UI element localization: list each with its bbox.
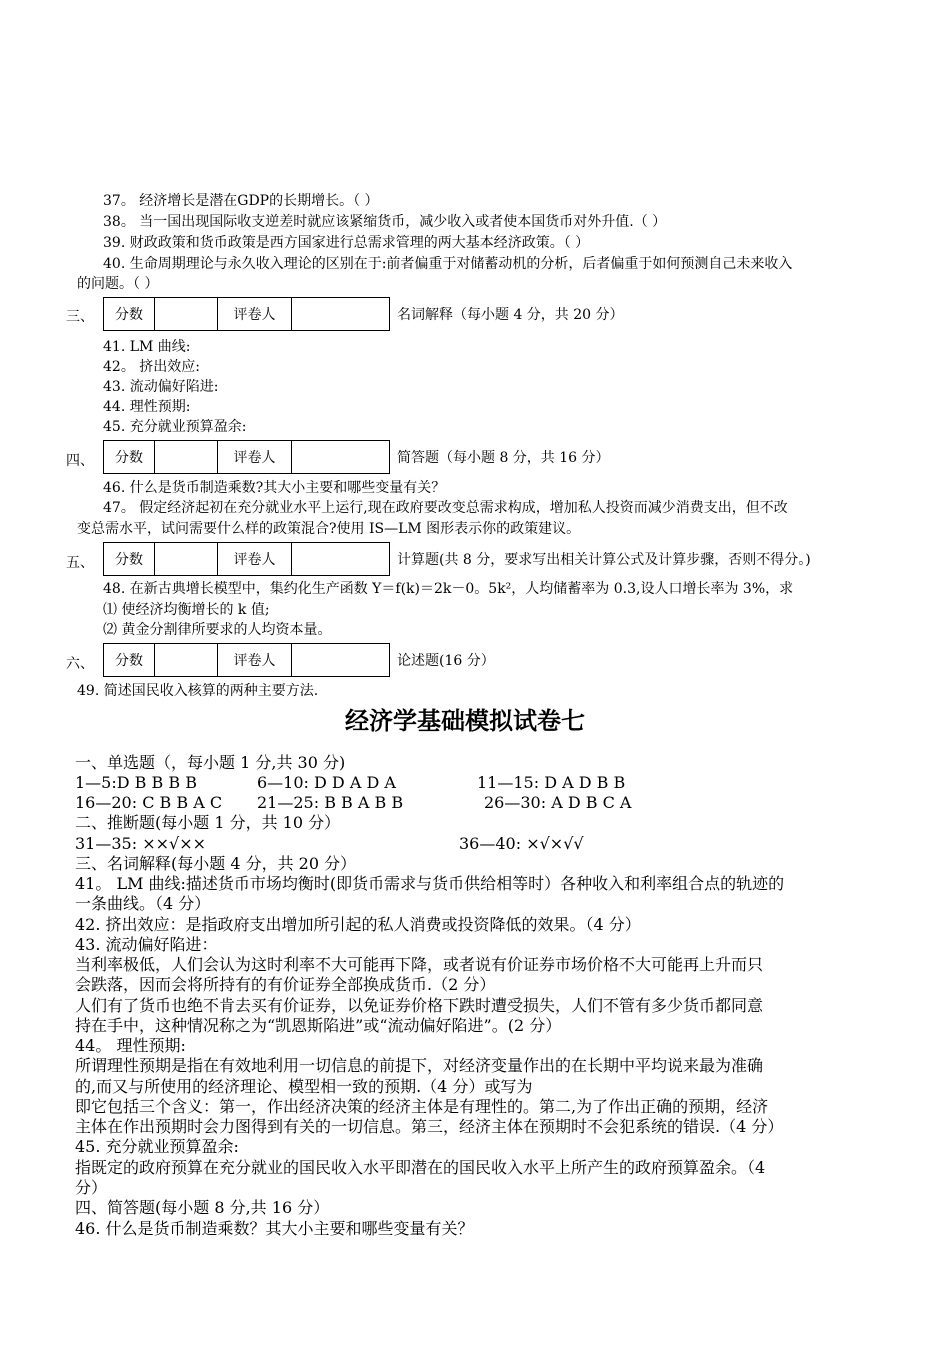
- answer-45-line1: 指既定的政府预算在充分就业的国民收入水平即潜在的国民收入水平上所产生的政府预算盈余。（4: [75, 1158, 766, 1177]
- score-table-5: [103, 542, 390, 576]
- answer-43-line4: 持在手中，这种情况称之为“凯恩斯陷进”或“流动偏好陷进”。(2 分）: [75, 1016, 562, 1035]
- answers-section-3-heading: 三、名词解释(每小题 4 分，共 20 分）: [75, 854, 357, 873]
- answer-44-line1: 所谓理性预期是指在有效地利用一切信息的前提下，对经济变量作出的在长期中平均说来最为准确: [75, 1056, 764, 1075]
- section-6-title: 论述题(16 分）: [397, 653, 495, 669]
- grader-label: 评卷人: [218, 644, 292, 677]
- score-cell: [155, 298, 218, 331]
- answer-42: 42. 挤出效应：是指政府支出增加所引起的私人消费或投资降低的效果。（4 分）: [75, 915, 641, 934]
- score-label: 分数: [104, 441, 155, 474]
- score-cell: [155, 543, 218, 576]
- question-40-line2: 的问题。（ ）: [77, 276, 159, 292]
- grader-cell: [292, 644, 390, 677]
- answers-11-15: 11—15: D A D B B: [477, 773, 626, 792]
- question-42: 42。 挤出效应:: [103, 359, 200, 375]
- answer-45-line2: 分）: [75, 1178, 108, 1197]
- section-5-title: 计算题(共 8 分，要求写出相关计算公式及计算步骤，否则不得分。): [397, 552, 811, 568]
- answers-26-30: 26—30: A D B C A: [484, 793, 632, 812]
- question-48-part2: ⑵ 黄金分割律所要求的人均资本量。: [103, 622, 332, 638]
- grader-label: 评卷人: [218, 298, 292, 331]
- answers-21-25: 21—25: B B A B B: [257, 793, 404, 812]
- score-cell: [155, 441, 218, 474]
- question-49: 49. 简述国民收入核算的两种主要方法.: [77, 683, 319, 699]
- score-label: 分数: [104, 644, 155, 677]
- question-37: 37。 经济增长是潜在GDP的长期增长。（ ）: [103, 193, 379, 209]
- question-48: 48. 在新古典增长模型中，集约化生产函数 Y＝f(k)＝2k－0。5k²，人均储蓄率为 0.3,设人口增长率为 3%，求: [103, 581, 794, 597]
- question-41: 41. LM 曲线:: [103, 339, 191, 355]
- answer-44-heading: 44。 理性预期:: [75, 1036, 186, 1055]
- section-4-number: 四、: [66, 453, 94, 469]
- question-47-line1: 47。 假定经济起初在充分就业水平上运行,现在政府要改变总需求构成，增加私人投资而减少消费支出，但不改: [103, 500, 788, 516]
- answer-44-line3: 即它包括三个含义：第一，作出经济决策的经济主体是有理性的。第二,为了作出正确的预期，经济: [75, 1097, 769, 1116]
- section-6-number: 六、: [66, 656, 94, 672]
- answers-31-35: 31—35: ××√××: [75, 834, 207, 853]
- section-5-number: 五、: [66, 555, 94, 571]
- answer-43-heading: 43. 流动偏好陷进：: [75, 935, 218, 954]
- question-45: 45. 充分就业预算盈余:: [103, 419, 247, 435]
- answer-43-line1: 当利率极低，人们会认为这时利率不大可能再下降，或者说有价证券市场价格不大可能再上升而只: [75, 955, 764, 974]
- answer-key-title: 经济学基础模拟试卷七: [345, 706, 585, 735]
- grader-cell: [292, 298, 390, 331]
- question-38: 38。 当一国出现国际收支逆差时就应该紧缩货币，减少收入或者使本国货币对外升值.（ ）: [103, 214, 667, 230]
- section-4-title: 简答题（每小题 8 分，共 16 分）: [397, 450, 610, 466]
- grader-label: 评卷人: [218, 543, 292, 576]
- score-cell: [155, 644, 218, 677]
- answer-43-line2: 会跌落，因而会将所持有的有价证券全部换成货币.（2 分）: [75, 975, 496, 994]
- grader-cell: [292, 441, 390, 474]
- answers-section-1-heading: 一、单选题（，每小题 1 分,共 30 分): [75, 753, 346, 772]
- question-40-line1: 40. 生命周期理论与永久收入理论的区别在于:前者偏重于对储蓄动机的分析，后者偏重于如何预测自己未来收入: [103, 256, 793, 272]
- section-3-number: 三、: [66, 309, 94, 325]
- grader-cell: [292, 543, 390, 576]
- answers-6-10: 6—10: D D A D A: [257, 773, 396, 792]
- section-3-title: 名词解释（每小题 4 分，共 20 分）: [397, 307, 624, 323]
- answer-45-heading: 45. 充分就业预算盈余:: [75, 1137, 239, 1156]
- answers-section-2-heading: 二、推断题(每小题 1 分，共 10 分）: [75, 813, 341, 832]
- answers-36-40: 36—40: ×√×√√: [459, 834, 584, 853]
- answer-41-line1: 41。 LM 曲线:描述货币市场均衡时(即货币需求与货币供给相等时）各种收入和利率组合点的轨迹的: [75, 874, 785, 893]
- answer-43-line3: 人们有了货币也绝不肯去买有价证券，以免证券价格下跌时遭受损失，人们不管有多少货币都同意: [75, 996, 764, 1015]
- question-43: 43. 流动偏好陷进:: [103, 379, 219, 395]
- answers-section-4-heading: 四、简答题(每小题 8 分,共 16 分）: [75, 1198, 330, 1217]
- score-table-6: [103, 643, 390, 677]
- score-table-3: [103, 297, 390, 331]
- answers-16-20: 16—20: C B B A C: [75, 793, 223, 812]
- question-44: 44. 理性预期:: [103, 399, 191, 415]
- answers-1-5: 1—5:D B B B B: [75, 773, 197, 792]
- grader-label: 评卷人: [218, 441, 292, 474]
- answer-44-line2: 的,而又与所使用的经济理论、模型相一致的预期.（4 分）或写为: [75, 1077, 533, 1096]
- answer-44-line4: 主体在作出预期时会力图得到有关的一切信息。第三，经济主体在预期时不会犯系统的错误.（4 分）: [75, 1117, 784, 1136]
- question-39: 39. 财政政策和货币政策是西方国家进行总需求管理的两大基本经济政策。（ ）: [103, 235, 590, 251]
- score-label: 分数: [104, 298, 155, 331]
- question-48-part1: ⑴ 使经济均衡增长的 k 值;: [103, 602, 270, 618]
- answer-41-line2: 一条曲线。（4 分）: [75, 894, 211, 913]
- question-47-line2: 变总需水平，试问需要什么样的政策混合?使用 IS—LM 图形表示你的政策建议。: [77, 521, 581, 537]
- answer-46: 46. 什么是货币制造乘数？其大小主要和哪些变量有关？: [75, 1219, 474, 1238]
- score-label: 分数: [104, 543, 155, 576]
- question-46: 46. 什么是货币制造乘数?其大小主要和哪些变量有关？: [103, 480, 446, 496]
- score-table-4: [103, 440, 390, 474]
